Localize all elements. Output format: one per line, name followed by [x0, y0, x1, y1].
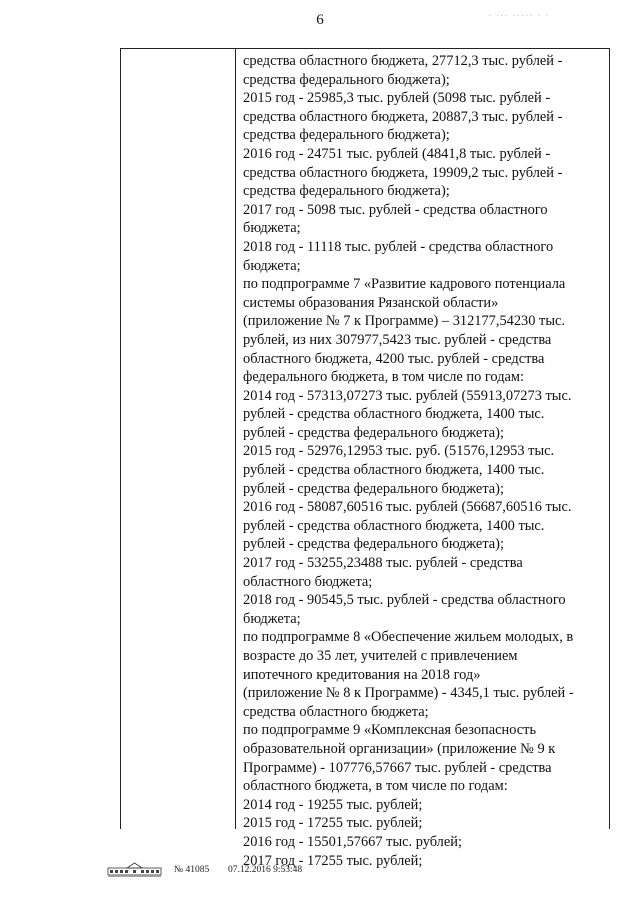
registration-timestamp: 07.12.2016 9:53:48 — [228, 865, 303, 875]
text-line: бюджета; — [243, 610, 301, 627]
registry-logo-icon — [107, 862, 162, 877]
right-column-cell — [237, 49, 609, 869]
text-line: 2014 год - 57313,07273 тыс. рублей (55913,07273 тыс. — [243, 387, 572, 404]
text-line: федерального бюджета, в том числе по годам: — [243, 369, 525, 386]
text-line: 2018 год - 90545,5 тыс. рублей - средства областного — [243, 592, 566, 609]
text-line: 2014 год - 19255 тыс. рублей; — [243, 796, 423, 813]
text-line: Программе) - 107776,57667 тыс. рублей - средства — [243, 759, 552, 776]
text-line: средства областного бюджета, 19909,2 тыс. рублей - — [243, 164, 563, 181]
page-number: 6 — [316, 12, 324, 28]
left-column-cell — [121, 49, 236, 829]
text-line: средства областного бюджета, 20887,3 тыс. рублей - — [243, 108, 563, 125]
text-line: бюджета; — [243, 220, 301, 237]
text-line: 2017 год - 53255,23488 тыс. рублей - средства — [243, 555, 523, 572]
text-line: 2015 год - 25985,3 тыс. рублей (5098 тыс. рублей - — [243, 90, 551, 107]
text-line: рублей - средства федерального бюджета); — [243, 480, 504, 497]
text-line: системы образования Рязанской области» — [243, 294, 499, 311]
text-line: по подпрограмме 8 «Обеспечение жильем молодых, в — [243, 629, 574, 646]
text-line: 2016 год - 24751 тыс. рублей (4841,8 тыс. рублей - — [243, 145, 551, 162]
text-line: (приложение № 7 к Программе) – 312177,54230 тыс. — [243, 313, 565, 330]
text-line: областного бюджета; — [243, 573, 373, 590]
text-lines — [243, 52, 603, 870]
text-line: рублей - средства областного бюджета, 1400 тыс. — [243, 462, 545, 479]
text-line: средства областного бюджета; — [243, 703, 429, 720]
text-line: возрасте до 35 лет, учителей с привлечением — [243, 648, 518, 664]
text-line: средства федерального бюджета); — [243, 71, 450, 88]
text-line: по подпрограмме 9 «Комплексная безопасность — [243, 722, 537, 739]
text-line: рублей - средства областного бюджета, 1400 тыс. — [243, 517, 545, 534]
text-line: рублей - средства федерального бюджета); — [243, 424, 504, 441]
registration-number: № 41085 — [174, 865, 210, 875]
text-line: областного бюджета, в том числе по годам: — [243, 778, 508, 795]
text-line: (приложение № 8 к Программе) - 4345,1 тыс. рублей - — [243, 685, 574, 702]
text-line: средства федерального бюджета); — [243, 183, 450, 200]
text-line: 2015 год - 52976,12953 тыс. руб. (51576,12953 тыс. — [243, 443, 555, 460]
text-line: 2016 год - 58087,60516 тыс. рублей (56687,60516 тыс. — [243, 499, 572, 516]
text-line: рублей - средства федерального бюджета); — [243, 536, 504, 553]
text-line: областного бюджета, 4200 тыс. рублей - средства — [243, 350, 545, 367]
text-line: 2017 год - 5098 тыс. рублей - средства областного — [243, 201, 548, 218]
text-line: средства федерального бюджета); — [243, 127, 450, 144]
text-line: 2015 год - 17255 тыс. рублей; — [243, 815, 423, 832]
text-line: бюджета; — [243, 257, 301, 274]
text-line: 2016 год - 15501,57667 тыс. рублей; — [243, 833, 462, 850]
text-line: 2018 год - 11118 тыс. рублей - средства областного — [243, 238, 554, 255]
text-line: ипотечного кредитования на 2018 год» — [243, 666, 481, 683]
text-line: рублей, из них 307977,5423 тыс. рублей - средства — [243, 331, 552, 348]
text-line: по подпрограмме 7 «Развитие кадрового потенциала — [243, 276, 566, 293]
text-line: 2017 год - 17255 тыс. рублей; — [243, 852, 423, 869]
document-table — [120, 48, 610, 869]
header-marks: · ··· ····· · · — [488, 11, 550, 22]
text-line: рублей - средства областного бюджета, 1400 тыс. — [243, 406, 545, 423]
text-line: образовательной организации» (приложение № 9 к — [243, 740, 556, 757]
text-line: средства областного бюджета, 27712,3 тыс. рублей - — [243, 53, 563, 69]
